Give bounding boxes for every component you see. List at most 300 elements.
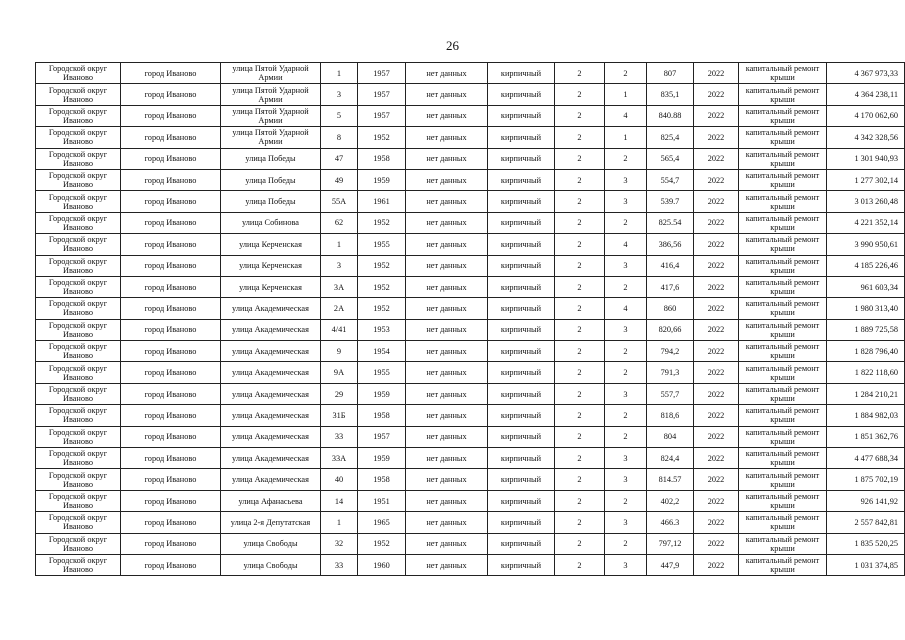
floors-cell: 2: [555, 63, 605, 84]
settlement-cell: город Иваново: [121, 276, 221, 297]
entrances-cell: 1: [605, 84, 647, 105]
data-status-cell: нет данных: [406, 383, 488, 404]
house-number-cell: 1: [321, 63, 358, 84]
area-cell: 860: [647, 298, 694, 319]
table-row: [36, 191, 905, 212]
cost-cell: 1 284 210,21: [827, 383, 905, 404]
plan-year-cell: 2022: [694, 383, 739, 404]
plan-year-cell: 2022: [694, 63, 739, 84]
cost-cell: 4 185 226,46: [827, 255, 905, 276]
entrances-cell: 2: [605, 362, 647, 383]
plan-year-cell: 2022: [694, 469, 739, 490]
street-cell: улица Академическая: [221, 469, 321, 490]
entrances-cell: 2: [605, 533, 647, 554]
area-cell: 565,4: [647, 148, 694, 169]
floors-cell: 2: [555, 405, 605, 426]
plan-year-cell: 2022: [694, 490, 739, 511]
settlement-cell: город Иваново: [121, 512, 221, 533]
wall-material-cell: кирпичный: [488, 169, 555, 190]
work-type-cell: капитальный ремонт крыши: [739, 405, 827, 426]
entrances-cell: 2: [605, 426, 647, 447]
street-cell: улица Свободы: [221, 533, 321, 554]
work-type-cell: капитальный ремонт крыши: [739, 255, 827, 276]
street-cell: улица Афанасьева: [221, 490, 321, 511]
entrances-cell: 2: [605, 405, 647, 426]
settlement-cell: город Иваново: [121, 234, 221, 255]
data-status-cell: нет данных: [406, 276, 488, 297]
cost-cell: 1 277 302,14: [827, 169, 905, 190]
work-type-cell: капитальный ремонт крыши: [739, 341, 827, 362]
floors-cell: 2: [555, 148, 605, 169]
build-year-cell: 1957: [358, 84, 406, 105]
settlement-cell: город Иваново: [121, 341, 221, 362]
table-row: [36, 276, 905, 297]
floors-cell: 2: [555, 191, 605, 212]
floors-cell: 2: [555, 298, 605, 319]
table-row: [36, 255, 905, 276]
cost-cell: 1 884 982,03: [827, 405, 905, 426]
floors-cell: 2: [555, 448, 605, 469]
work-type-cell: капитальный ремонт крыши: [739, 383, 827, 404]
work-type-cell: капитальный ремонт крыши: [739, 469, 827, 490]
housing-registry-table: [35, 62, 905, 576]
work-type-cell: капитальный ремонт крыши: [739, 84, 827, 105]
work-type-cell: капитальный ремонт крыши: [739, 426, 827, 447]
municipality-cell: Городской округ Иваново: [36, 148, 121, 169]
floors-cell: 2: [555, 234, 605, 255]
wall-material-cell: кирпичный: [488, 533, 555, 554]
municipality-cell: Городской округ Иваново: [36, 319, 121, 340]
area-cell: 386,56: [647, 234, 694, 255]
wall-material-cell: кирпичный: [488, 63, 555, 84]
cost-cell: 1 980 313,40: [827, 298, 905, 319]
plan-year-cell: 2022: [694, 84, 739, 105]
house-number-cell: 3: [321, 84, 358, 105]
build-year-cell: 1957: [358, 426, 406, 447]
floors-cell: 2: [555, 533, 605, 554]
house-number-cell: 3: [321, 255, 358, 276]
floors-cell: 2: [555, 105, 605, 126]
build-year-cell: 1958: [358, 469, 406, 490]
house-number-cell: 40: [321, 469, 358, 490]
wall-material-cell: кирпичный: [488, 84, 555, 105]
build-year-cell: 1952: [358, 298, 406, 319]
work-type-cell: капитальный ремонт крыши: [739, 234, 827, 255]
build-year-cell: 1952: [358, 212, 406, 233]
data-status-cell: нет данных: [406, 127, 488, 148]
build-year-cell: 1959: [358, 169, 406, 190]
data-status-cell: нет данных: [406, 490, 488, 511]
wall-material-cell: кирпичный: [488, 405, 555, 426]
table-row: [36, 490, 905, 511]
floors-cell: 2: [555, 383, 605, 404]
settlement-cell: город Иваново: [121, 212, 221, 233]
build-year-cell: 1959: [358, 383, 406, 404]
floors-cell: 2: [555, 362, 605, 383]
build-year-cell: 1955: [358, 234, 406, 255]
house-number-cell: 33: [321, 426, 358, 447]
house-number-cell: 1: [321, 512, 358, 533]
municipality-cell: Городской округ Иваново: [36, 554, 121, 575]
data-status-cell: нет данных: [406, 298, 488, 319]
settlement-cell: город Иваново: [121, 169, 221, 190]
wall-material-cell: кирпичный: [488, 426, 555, 447]
table-row: [36, 169, 905, 190]
street-cell: улица Академическая: [221, 298, 321, 319]
work-type-cell: капитальный ремонт крыши: [739, 169, 827, 190]
plan-year-cell: 2022: [694, 255, 739, 276]
table-row: [36, 426, 905, 447]
plan-year-cell: 2022: [694, 405, 739, 426]
cost-cell: 3 990 950,61: [827, 234, 905, 255]
work-type-cell: капитальный ремонт крыши: [739, 148, 827, 169]
municipality-cell: Городской округ Иваново: [36, 191, 121, 212]
municipality-cell: Городской округ Иваново: [36, 84, 121, 105]
municipality-cell: Городской округ Иваново: [36, 234, 121, 255]
build-year-cell: 1955: [358, 362, 406, 383]
data-status-cell: нет данных: [406, 105, 488, 126]
build-year-cell: 1957: [358, 105, 406, 126]
plan-year-cell: 2022: [694, 341, 739, 362]
house-number-cell: 29: [321, 383, 358, 404]
plan-year-cell: 2022: [694, 554, 739, 575]
work-type-cell: капитальный ремонт крыши: [739, 276, 827, 297]
table-row: [36, 319, 905, 340]
cost-cell: 1 828 796,40: [827, 341, 905, 362]
municipality-cell: Городской округ Иваново: [36, 63, 121, 84]
wall-material-cell: кирпичный: [488, 276, 555, 297]
wall-material-cell: кирпичный: [488, 554, 555, 575]
house-number-cell: 47: [321, 148, 358, 169]
plan-year-cell: 2022: [694, 234, 739, 255]
house-number-cell: 49: [321, 169, 358, 190]
municipality-cell: Городской округ Иваново: [36, 105, 121, 126]
street-cell: улица Победы: [221, 148, 321, 169]
municipality-cell: Городской округ Иваново: [36, 533, 121, 554]
cost-cell: 4 170 062,60: [827, 105, 905, 126]
cost-cell: 1 031 374,85: [827, 554, 905, 575]
street-cell: улица Пятой Ударной Армии: [221, 63, 321, 84]
street-cell: улица Академическая: [221, 319, 321, 340]
data-status-cell: нет данных: [406, 191, 488, 212]
settlement-cell: город Иваново: [121, 383, 221, 404]
entrances-cell: 3: [605, 469, 647, 490]
wall-material-cell: кирпичный: [488, 469, 555, 490]
data-status-cell: нет данных: [406, 341, 488, 362]
plan-year-cell: 2022: [694, 512, 739, 533]
plan-year-cell: 2022: [694, 169, 739, 190]
area-cell: 466.3: [647, 512, 694, 533]
data-status-cell: нет данных: [406, 469, 488, 490]
settlement-cell: город Иваново: [121, 84, 221, 105]
build-year-cell: 1961: [358, 191, 406, 212]
street-cell: улица Пятой Ударной Армии: [221, 105, 321, 126]
house-number-cell: 33А: [321, 448, 358, 469]
street-cell: улица Академическая: [221, 448, 321, 469]
floors-cell: 2: [555, 276, 605, 297]
work-type-cell: капитальный ремонт крыши: [739, 191, 827, 212]
data-status-cell: нет данных: [406, 533, 488, 554]
area-cell: 807: [647, 63, 694, 84]
table-row: [36, 127, 905, 148]
area-cell: 818,6: [647, 405, 694, 426]
build-year-cell: 1952: [358, 127, 406, 148]
work-type-cell: капитальный ремонт крыши: [739, 319, 827, 340]
table-row: [36, 63, 905, 84]
municipality-cell: Городской округ Иваново: [36, 383, 121, 404]
entrances-cell: 2: [605, 341, 647, 362]
wall-material-cell: кирпичный: [488, 191, 555, 212]
street-cell: улица Академическая: [221, 341, 321, 362]
cost-cell: 4 221 352,14: [827, 212, 905, 233]
house-number-cell: 32: [321, 533, 358, 554]
street-cell: улица Академическая: [221, 405, 321, 426]
area-cell: 824,4: [647, 448, 694, 469]
data-status-cell: нет данных: [406, 234, 488, 255]
entrances-cell: 3: [605, 554, 647, 575]
data-status-cell: нет данных: [406, 512, 488, 533]
area-cell: 835,1: [647, 84, 694, 105]
area-cell: 814.57: [647, 469, 694, 490]
build-year-cell: 1952: [358, 533, 406, 554]
street-cell: улица Пятой Ударной Армии: [221, 84, 321, 105]
municipality-cell: Городской округ Иваново: [36, 426, 121, 447]
wall-material-cell: кирпичный: [488, 490, 555, 511]
work-type-cell: капитальный ремонт крыши: [739, 448, 827, 469]
house-number-cell: 33: [321, 554, 358, 575]
settlement-cell: город Иваново: [121, 148, 221, 169]
wall-material-cell: кирпичный: [488, 512, 555, 533]
data-status-cell: нет данных: [406, 63, 488, 84]
settlement-cell: город Иваново: [121, 255, 221, 276]
settlement-cell: город Иваново: [121, 63, 221, 84]
work-type-cell: капитальный ремонт крыши: [739, 554, 827, 575]
settlement-cell: город Иваново: [121, 191, 221, 212]
entrances-cell: 3: [605, 383, 647, 404]
entrances-cell: 2: [605, 276, 647, 297]
street-cell: улица Свободы: [221, 554, 321, 575]
plan-year-cell: 2022: [694, 276, 739, 297]
build-year-cell: 1960: [358, 554, 406, 575]
data-status-cell: нет данных: [406, 169, 488, 190]
house-number-cell: 4/41: [321, 319, 358, 340]
work-type-cell: капитальный ремонт крыши: [739, 533, 827, 554]
build-year-cell: 1957: [358, 63, 406, 84]
plan-year-cell: 2022: [694, 426, 739, 447]
plan-year-cell: 2022: [694, 362, 739, 383]
table-body: [36, 63, 905, 576]
settlement-cell: город Иваново: [121, 405, 221, 426]
data-status-cell: нет данных: [406, 84, 488, 105]
settlement-cell: город Иваново: [121, 533, 221, 554]
data-status-cell: нет данных: [406, 554, 488, 575]
area-cell: 416,4: [647, 255, 694, 276]
wall-material-cell: кирпичный: [488, 298, 555, 319]
municipality-cell: Городской округ Иваново: [36, 469, 121, 490]
cost-cell: 3 013 260,48: [827, 191, 905, 212]
street-cell: улица 2-я Депутатская: [221, 512, 321, 533]
area-cell: 820,66: [647, 319, 694, 340]
wall-material-cell: кирпичный: [488, 148, 555, 169]
floors-cell: 2: [555, 554, 605, 575]
plan-year-cell: 2022: [694, 212, 739, 233]
street-cell: улица Керченская: [221, 276, 321, 297]
table-row: [36, 448, 905, 469]
municipality-cell: Городской округ Иваново: [36, 405, 121, 426]
entrances-cell: 4: [605, 234, 647, 255]
house-number-cell: 2А: [321, 298, 358, 319]
street-cell: улица Академическая: [221, 362, 321, 383]
cost-cell: 1 851 362,76: [827, 426, 905, 447]
cost-cell: 4 477 688,34: [827, 448, 905, 469]
settlement-cell: город Иваново: [121, 127, 221, 148]
area-cell: 804: [647, 426, 694, 447]
cost-cell: 4 342 328,56: [827, 127, 905, 148]
work-type-cell: капитальный ремонт крыши: [739, 212, 827, 233]
cost-cell: 4 364 238,11: [827, 84, 905, 105]
street-cell: улица Керченская: [221, 234, 321, 255]
street-cell: улица Победы: [221, 169, 321, 190]
data-status-cell: нет данных: [406, 319, 488, 340]
area-cell: 554,7: [647, 169, 694, 190]
street-cell: улица Академическая: [221, 383, 321, 404]
cost-cell: 961 603,34: [827, 276, 905, 297]
municipality-cell: Городской округ Иваново: [36, 169, 121, 190]
cost-cell: 926 141,92: [827, 490, 905, 511]
table-row: [36, 341, 905, 362]
work-type-cell: капитальный ремонт крыши: [739, 512, 827, 533]
floors-cell: 2: [555, 255, 605, 276]
entrances-cell: 3: [605, 191, 647, 212]
house-number-cell: 14: [321, 490, 358, 511]
cost-cell: 1 835 520,25: [827, 533, 905, 554]
street-cell: улица Керченская: [221, 255, 321, 276]
cost-cell: 1 875 702,19: [827, 469, 905, 490]
area-cell: 417,6: [647, 276, 694, 297]
municipality-cell: Городской округ Иваново: [36, 212, 121, 233]
table-row: [36, 383, 905, 404]
area-cell: 791,3: [647, 362, 694, 383]
work-type-cell: капитальный ремонт крыши: [739, 362, 827, 383]
wall-material-cell: кирпичный: [488, 341, 555, 362]
entrances-cell: 3: [605, 448, 647, 469]
entrances-cell: 2: [605, 63, 647, 84]
floors-cell: 2: [555, 319, 605, 340]
plan-year-cell: 2022: [694, 148, 739, 169]
data-status-cell: нет данных: [406, 212, 488, 233]
plan-year-cell: 2022: [694, 191, 739, 212]
settlement-cell: город Иваново: [121, 448, 221, 469]
table-row: [36, 469, 905, 490]
municipality-cell: Городской округ Иваново: [36, 490, 121, 511]
build-year-cell: 1952: [358, 255, 406, 276]
house-number-cell: 1: [321, 234, 358, 255]
street-cell: улица Победы: [221, 191, 321, 212]
wall-material-cell: кирпичный: [488, 362, 555, 383]
plan-year-cell: 2022: [694, 319, 739, 340]
wall-material-cell: кирпичный: [488, 319, 555, 340]
entrances-cell: 3: [605, 255, 647, 276]
floors-cell: 2: [555, 127, 605, 148]
floors-cell: 2: [555, 341, 605, 362]
build-year-cell: 1953: [358, 319, 406, 340]
area-cell: 825.54: [647, 212, 694, 233]
cost-cell: 4 367 973,33: [827, 63, 905, 84]
entrances-cell: 3: [605, 319, 647, 340]
settlement-cell: город Иваново: [121, 319, 221, 340]
work-type-cell: капитальный ремонт крыши: [739, 127, 827, 148]
street-cell: улица Собинова: [221, 212, 321, 233]
floors-cell: 2: [555, 169, 605, 190]
house-number-cell: 62: [321, 212, 358, 233]
entrances-cell: 1: [605, 127, 647, 148]
floors-cell: 2: [555, 469, 605, 490]
page-number: 26: [446, 38, 459, 53]
plan-year-cell: 2022: [694, 298, 739, 319]
table-row: [36, 533, 905, 554]
entrances-cell: 4: [605, 298, 647, 319]
house-number-cell: 5: [321, 105, 358, 126]
cost-cell: 1 301 940,93: [827, 148, 905, 169]
data-status-cell: нет данных: [406, 255, 488, 276]
area-cell: 825,4: [647, 127, 694, 148]
data-status-cell: нет данных: [406, 405, 488, 426]
build-year-cell: 1965: [358, 512, 406, 533]
work-type-cell: капитальный ремонт крыши: [739, 490, 827, 511]
floors-cell: 2: [555, 212, 605, 233]
house-number-cell: 9А: [321, 362, 358, 383]
work-type-cell: капитальный ремонт крыши: [739, 63, 827, 84]
table-row: [36, 405, 905, 426]
plan-year-cell: 2022: [694, 448, 739, 469]
table-row: [36, 298, 905, 319]
wall-material-cell: кирпичный: [488, 255, 555, 276]
data-status-cell: нет данных: [406, 362, 488, 383]
floors-cell: 2: [555, 426, 605, 447]
entrances-cell: 2: [605, 148, 647, 169]
plan-year-cell: 2022: [694, 533, 739, 554]
work-type-cell: капитальный ремонт крыши: [739, 105, 827, 126]
data-status-cell: нет данных: [406, 426, 488, 447]
table-row: [36, 148, 905, 169]
municipality-cell: Городской округ Иваново: [36, 298, 121, 319]
cost-cell: 1 822 118,60: [827, 362, 905, 383]
entrances-cell: 4: [605, 105, 647, 126]
build-year-cell: 1959: [358, 448, 406, 469]
settlement-cell: город Иваново: [121, 469, 221, 490]
entrances-cell: 2: [605, 212, 647, 233]
table-row: [36, 84, 905, 105]
settlement-cell: город Иваново: [121, 554, 221, 575]
wall-material-cell: кирпичный: [488, 234, 555, 255]
street-cell: улица Пятой Ударной Армии: [221, 127, 321, 148]
municipality-cell: Городской округ Иваново: [36, 127, 121, 148]
build-year-cell: 1951: [358, 490, 406, 511]
municipality-cell: Городской округ Иваново: [36, 276, 121, 297]
wall-material-cell: кирпичный: [488, 212, 555, 233]
floors-cell: 2: [555, 490, 605, 511]
wall-material-cell: кирпичный: [488, 383, 555, 404]
settlement-cell: город Иваново: [121, 298, 221, 319]
entrances-cell: 2: [605, 490, 647, 511]
table-row: [36, 554, 905, 575]
settlement-cell: город Иваново: [121, 426, 221, 447]
house-number-cell: 9: [321, 341, 358, 362]
build-year-cell: 1958: [358, 405, 406, 426]
area-cell: 447,9: [647, 554, 694, 575]
area-cell: 797,12: [647, 533, 694, 554]
house-number-cell: 3А: [321, 276, 358, 297]
